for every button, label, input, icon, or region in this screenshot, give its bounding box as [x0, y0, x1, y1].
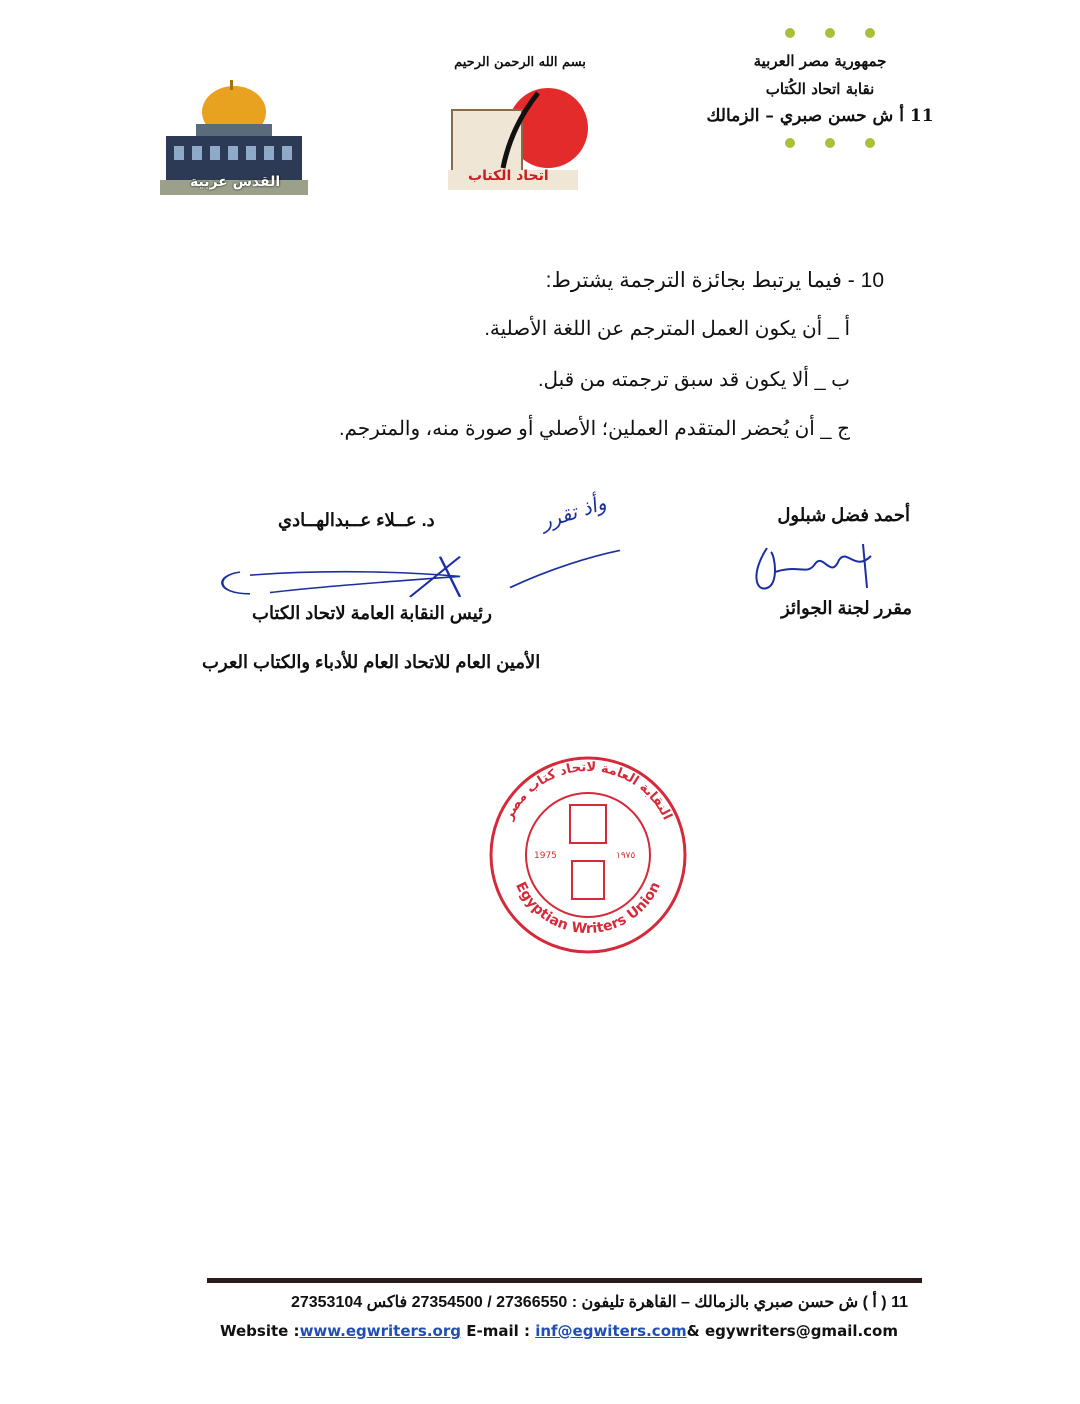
stamp-english-text: Egyptian Writers Union: [512, 879, 664, 938]
stamp-arabic-text: النقابة العامة لاتحاد كتاب مصر: [501, 759, 675, 823]
email-secondary: & egywriters@gmail.com: [686, 1322, 898, 1340]
right-signature: [735, 540, 895, 600]
left-signatory-title: رئيس النقابة العامة لاتحاد الكتاب: [252, 603, 492, 623]
quds-caption: القدس عربية: [190, 174, 281, 190]
website-link[interactable]: www.egwriters.org: [299, 1322, 461, 1340]
item-heading: 10 - فيما يرتبط بجائزة الترجمة يشترط:: [545, 269, 884, 292]
footer-rule: [207, 1278, 922, 1283]
stamp-year-arabic: ١٩٧٥: [616, 851, 636, 861]
left-signatory-name: د. عــلاء عــبدالهــادي: [278, 510, 435, 530]
footer-address: 11 ( أ ) ش حسن صبري بالزمالك – القاهرة تليفون : 27366550 / 27354500 فاكس 27353104: [290, 1294, 908, 1311]
condition-a: أ _ أن يكون العمل المترجم عن اللغة الأصلية.: [484, 318, 850, 340]
org-country: جمهورية مصر العربية: [753, 52, 887, 70]
basmala: بسم الله الرحمن الرحيم: [454, 55, 586, 70]
org-header: [700, 28, 940, 148]
org-address: 11 أ ش حسن صبري – الزمالك: [706, 106, 934, 126]
right-signatory-name: أحمد فضل شبلول: [777, 505, 910, 525]
condition-b: ب _ ألا يكون قد سبق ترجمته من قبل.: [537, 369, 850, 391]
handwritten-note: وأذ تقرر: [537, 490, 609, 534]
right-signatory-title: مقرر لجنة الجوائز: [781, 598, 912, 618]
logo-text: اتحاد الكتاب: [468, 168, 549, 184]
stamp-year: 1975: [534, 851, 557, 861]
decor-dots-top: [720, 28, 940, 38]
website-label: Website :: [220, 1322, 300, 1340]
decor-dots-bottom: [720, 138, 940, 148]
official-stamp: [488, 755, 688, 955]
left-signatory-title-2: الأمين العام للاتحاد العام للأدباء والكتاب العرب: [202, 652, 541, 672]
email-label: E-mail :: [461, 1322, 536, 1340]
writers-union-logo: [448, 88, 588, 193]
condition-c: ج _ أن يُحضر المتقدم العملين؛ الأصلي أو صورة منه، والمترجم.: [338, 418, 850, 440]
dome-of-rock-image: [160, 80, 308, 195]
org-name: نقابة اتحاد الكُتاب: [765, 80, 875, 98]
email-link[interactable]: inf@egwiters.com: [535, 1322, 687, 1340]
svg-text:النقابة العامة لاتحاد كتاب مصر: [501, 760, 675, 823]
footer-contacts: [220, 1322, 898, 1340]
left-signature: [210, 538, 630, 604]
